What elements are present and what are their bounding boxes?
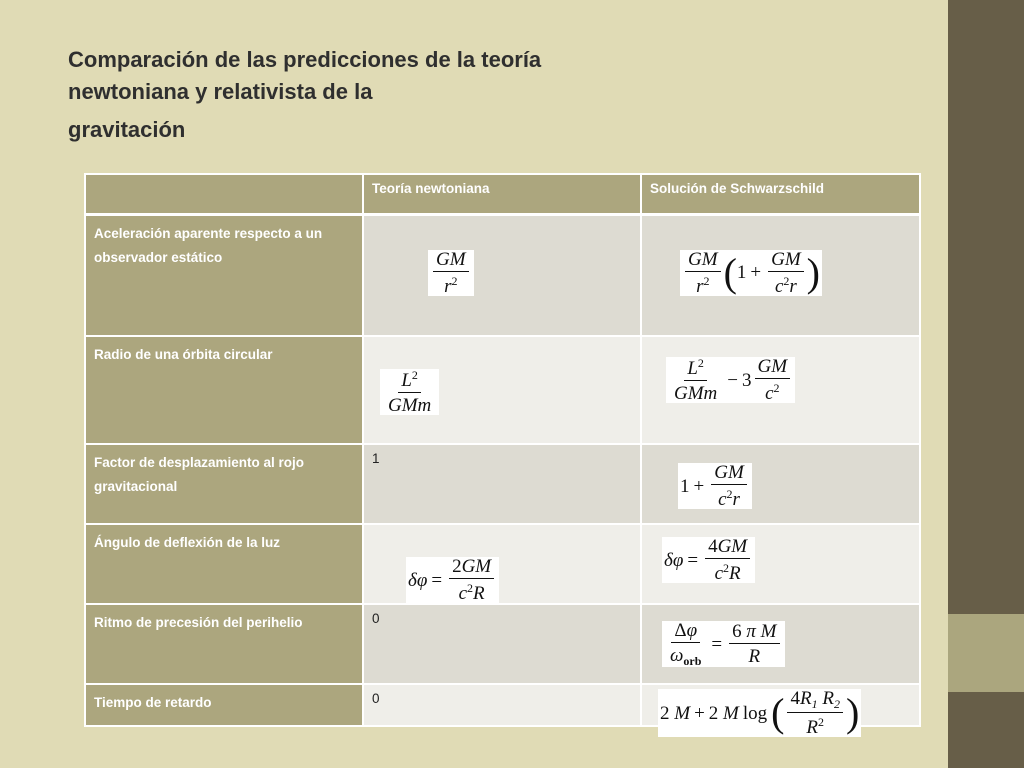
table-row — [85, 214, 920, 336]
row-label: Factor de desplazamiento al rojo gravitacional — [85, 444, 363, 524]
cell-schwarzschild — [641, 214, 920, 336]
row-label: Ángulo de deflexión de la luz — [85, 524, 363, 604]
cell-newtonian: 0 — [363, 604, 641, 684]
row-label: Tiempo de retardo — [85, 684, 363, 726]
header-newtonian: Teoría newtoniana — [363, 174, 641, 214]
cell-schwarzschild — [641, 684, 920, 738]
table-row — [85, 524, 920, 604]
header-schwarzschild: Solución de Schwarzschild — [641, 174, 920, 214]
cell-newtonian: 0 — [363, 684, 641, 726]
table-row — [85, 684, 920, 726]
side-band-light — [948, 614, 1024, 692]
table-row — [85, 336, 920, 444]
formula-time-delay-schwarzschild: 2 M + 2 M log ( $\frac{4R_1 R_2}{R^2}$ ) — [660, 688, 860, 738]
formula-acceleration-newtonian: $\frac{GM}{r^2}$ — [428, 250, 474, 296]
cell-newtonian — [363, 336, 641, 444]
cell-schwarzschild — [641, 336, 920, 444]
row-label: Aceleración aparente respecto a un observador estático — [85, 214, 363, 336]
formula-redshift-schwarzschild: 1 + $\frac{GM}{c^2r}$ — [678, 463, 752, 509]
table-row — [85, 444, 920, 524]
title-line-2: newtoniana y relativista de la — [68, 79, 373, 104]
slide-title — [68, 44, 668, 146]
formula-deflection-newtonian: δφ = $\frac{2GM}{c^2R}$ — [406, 557, 499, 603]
cell-schwarzschild — [641, 524, 920, 604]
table-header-row — [85, 174, 920, 214]
title-line-1: Comparación de las predicciones de la teoría — [68, 47, 542, 72]
row-label: Ritmo de precesión del perihelio — [85, 604, 363, 684]
formula-orbit-radius-newtonian: $\frac{L^2}{\text{GMm}}$ — [380, 369, 439, 415]
row-label: Radio de una órbita circular — [85, 336, 363, 444]
cell-newtonian: 1 — [363, 444, 641, 524]
cell-newtonian — [363, 524, 641, 604]
cell-newtonian — [363, 214, 641, 336]
title-line-3: gravitación — [68, 117, 186, 142]
formula-orbit-radius-schwarzschild: $\frac{L^2}{\text{GMm}}$ − 3 $\frac{GM}{c^2}$ — [666, 357, 795, 403]
header-empty — [85, 174, 363, 214]
table-row — [85, 604, 920, 684]
cell-schwarzschild — [641, 604, 920, 684]
formula-precession-schwarzschild: $\frac{\Delta\varphi}{\omega_{orb}}$ = $\frac{\text{6 π M}}{R}$ — [662, 621, 785, 667]
formula-acceleration-schwarzschild: $\frac{GM}{r^2}$ ( 1 + $\frac{GM}{c^2r}$ ) — [680, 250, 822, 296]
formula-deflection-schwarzschild: δφ = $\frac{4GM}{c^2R}$ — [662, 537, 755, 583]
cell-schwarzschild — [641, 444, 920, 524]
comparison-table — [84, 173, 921, 738]
